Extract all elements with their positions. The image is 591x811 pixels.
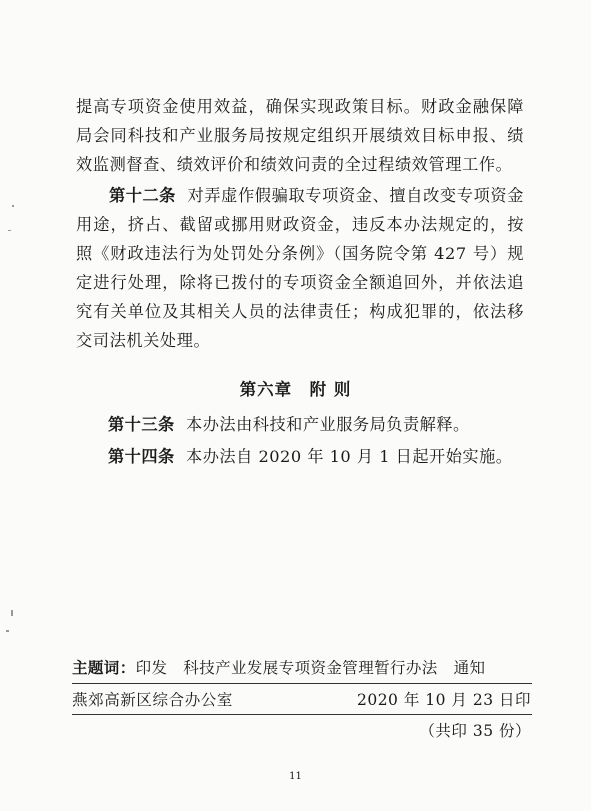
page-number: 11: [289, 771, 302, 782]
footer-divider-bottom: [72, 714, 532, 715]
article-14: [108, 443, 528, 467]
article-12-text: 对弄虚作假骗取专项资金、擅自改变专项资金用途，挤占、截留或挪用财政资金，违反本办法规定的，按照《财政违法行为处罚处分条例》（国务院令第 427 号）规定进行处理，除将已拨付的专项资金全额追回外，并依法追究有关单位及其相关人员的法律责任；构成犯罪的，依法移交司法机关处理。: [76, 186, 525, 350]
subject-label: 主题词：: [72, 659, 136, 677]
paragraph-performance-management: 提高专项资金使用效益，确保实现政策目标。财政金融保障局会同科技和产业服务局按规定组织开展绩效目标申报、绩效监测督查、绩效评价和绩效问责的全过程绩效管理工作。: [76, 97, 524, 174]
article-12-title: 第十二条: [109, 186, 176, 205]
footer-divider-top: [72, 683, 532, 684]
subject-keywords: [72, 656, 485, 678]
article-13: [108, 411, 528, 435]
scan-mark: [12, 205, 14, 207]
subject-text: 印发 科技产业发展专项资金管理暂行办法 通知: [135, 659, 486, 677]
scan-mark: [11, 610, 13, 616]
article-13-text: 本办法由科技和产业服务局负责解释。: [186, 415, 470, 434]
chapter-6-heading: 第六章 附 则: [239, 380, 352, 399]
article-12: [76, 181, 524, 355]
article-14-title: 第十四条: [108, 447, 175, 466]
scan-mark: [8, 230, 11, 231]
print-copies: （共印 35 份）: [419, 722, 531, 740]
article-14-text: 本办法自 2020 年 10 月 1 日起开始实施。: [186, 447, 513, 466]
issuer-office: 燕郊高新区综合办公室: [72, 691, 234, 709]
issue-date: 2020 年 10 月 23 日印: [356, 691, 531, 709]
article-13-title: 第十三条: [108, 415, 175, 434]
scan-mark: [6, 630, 9, 632]
